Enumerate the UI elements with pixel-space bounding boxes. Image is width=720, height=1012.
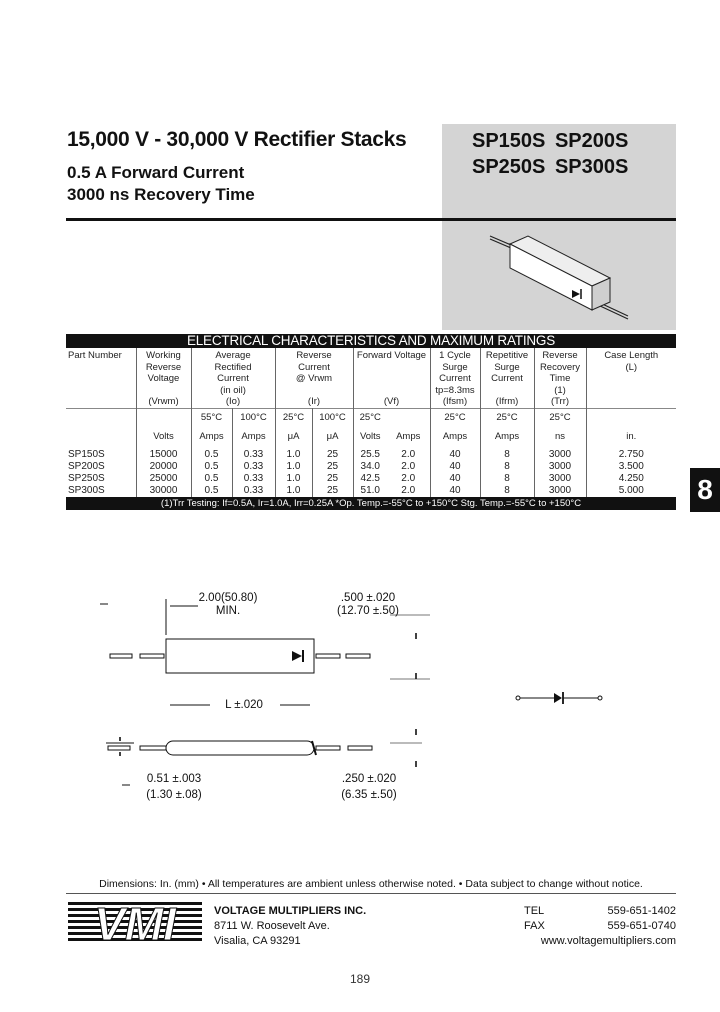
value-cell: 8 <box>480 485 534 497</box>
condition-cell <box>387 409 430 427</box>
company-block <box>214 904 366 949</box>
condition-cell: 25°C <box>430 409 480 427</box>
value-cell: 15000 <box>136 449 191 461</box>
col-surge-current <box>430 348 480 409</box>
height-label: .500 ±.020 <box>340 592 396 604</box>
value-cell: 2.0 <box>387 473 430 485</box>
unit-cell: Amps <box>480 426 534 449</box>
table-row <box>66 449 676 461</box>
part-numbers-line-2: SP250S SP300S <box>472 156 629 178</box>
hdr-symbol: (Ifrm) <box>495 396 519 407</box>
table-row <box>66 461 676 473</box>
condition-cell <box>66 409 136 427</box>
hdr-line: tp=8.3ms <box>435 384 475 396</box>
hdr-line: Current <box>491 373 523 384</box>
value-cell: 0.5 <box>191 485 232 497</box>
value-cell: 2.0 <box>387 461 430 473</box>
value-cell: 4.250 <box>618 473 644 484</box>
value-cell: 25 <box>312 485 353 497</box>
value-cell: 0.33 <box>232 485 275 497</box>
condition-cell: 25°C <box>275 409 312 427</box>
value-cell: 51.0 <box>360 485 380 496</box>
hdr-symbol: (Ifsm) <box>442 396 468 407</box>
value-cell: 30000 <box>136 485 191 497</box>
value-cell: 0.33 <box>232 449 275 461</box>
value-cell: 2.0 <box>387 449 430 461</box>
hdr-line: Current <box>298 361 330 373</box>
hdr-line: Surge <box>442 361 468 373</box>
body-length-label: L ±.020 <box>225 699 263 711</box>
schematic-diode-icon <box>514 688 606 708</box>
value-cell: 0.5 <box>191 449 232 461</box>
value-cell: 40 <box>430 461 480 473</box>
value-cell: 0.33 <box>232 461 275 473</box>
value-cell: 1.0 <box>275 473 312 485</box>
hdr-line <box>481 385 534 397</box>
value-cell: 0.33 <box>232 473 275 485</box>
table-title: ELECTRICAL CHARACTERISTICS AND MAXIMUM RATINGS <box>66 334 676 348</box>
value-cell: 25 <box>312 461 353 473</box>
hdr-line: @ Vrwm <box>295 373 333 384</box>
value-cell: 34.0 <box>360 461 380 472</box>
ratings-grid <box>66 348 676 497</box>
value-cell: 5.000 <box>618 485 644 496</box>
unit-cell: Amps <box>430 426 480 449</box>
product-illustration <box>488 230 634 324</box>
unit-cell: Volts <box>359 431 381 442</box>
hdr-line: Repetitive <box>485 350 529 361</box>
unit-cell: ns <box>534 426 586 449</box>
footer-rule <box>66 893 676 894</box>
value-cell: 25 <box>312 473 353 485</box>
unit-cell: Volts <box>136 426 191 449</box>
value-cell: 8 <box>480 461 534 473</box>
hdr-line: Working <box>146 350 181 361</box>
value-cell: 2.750 <box>618 449 644 460</box>
hdr-line: (in oil) <box>220 384 246 396</box>
lead-length-note: MIN. <box>215 605 241 617</box>
header-row <box>66 348 676 409</box>
thickness-metric-label: (6.35 ±.50) <box>341 789 397 801</box>
table-footnote: (1)Trr Testing: If=0.5A, Ir=1.0A, Irr=0.25A *Op. Temp.=-55°C to +150°C Stg. Temp.=-55°C to +150°C <box>66 497 676 510</box>
tel-label: TEL <box>524 905 545 917</box>
value-cell: 40 <box>430 449 480 461</box>
hdr-line: Case Length <box>604 350 659 361</box>
value-cell: 2.0 <box>387 485 430 497</box>
lead-diameter-label: 0.51 ±.003 <box>146 773 202 785</box>
value-cell: 3.500 <box>618 461 644 472</box>
header-rule <box>66 218 676 221</box>
hdr-line: Reverse <box>296 350 332 361</box>
units-row <box>66 426 676 449</box>
hdr-line: Time <box>549 373 571 384</box>
hdr-line: Rectified <box>214 361 252 373</box>
unit-cell: μA <box>275 426 312 449</box>
hdr-symbol: (Trr) <box>550 396 570 407</box>
part-cell: SP200S <box>66 461 136 473</box>
value-cell: 1.0 <box>275 485 312 497</box>
unit-cell: Amps <box>232 426 275 449</box>
unit-cell: Amps <box>387 426 430 449</box>
value-cell: 3000 <box>534 485 586 497</box>
fax-label: FAX <box>524 920 545 932</box>
lead-length-label: 2.00(50.80) <box>198 592 258 604</box>
value-cell: 42.5 <box>360 473 380 484</box>
unit-cell: Amps <box>191 426 232 449</box>
value-cell: 3000 <box>534 461 586 473</box>
hdr-line: Current <box>217 373 249 384</box>
ratings-table <box>66 334 676 510</box>
subtitle-recovery-time: 3000 ns Recovery Time <box>67 185 255 204</box>
part-cell: SP250S <box>66 473 136 485</box>
hdr-line: (1) <box>554 384 566 396</box>
value-cell: 25000 <box>136 473 191 485</box>
condition-cell: 100°C <box>312 409 353 427</box>
col-reverse-recovery-time <box>534 348 586 409</box>
condition-cell <box>136 409 191 427</box>
hdr-line: Forward Voltage <box>356 350 427 361</box>
value-cell: 0.5 <box>191 461 232 473</box>
thickness-label: .250 ±.020 <box>341 773 397 785</box>
value-cell: 40 <box>430 485 480 497</box>
hdr-line: Current <box>439 373 471 384</box>
hdr-line: Voltage <box>147 373 180 384</box>
page-number: 189 <box>349 972 371 986</box>
value-cell: 0.5 <box>191 473 232 485</box>
company-name: VOLTAGE MULTIPLIERS INC. <box>214 905 367 917</box>
condition-cell <box>586 409 676 427</box>
logo-text: VMI <box>94 900 176 946</box>
col-reverse-current <box>275 348 353 409</box>
fax-number: 559-651-0740 <box>607 920 676 932</box>
condition-cell: 25°C <box>534 409 586 427</box>
col-part-number <box>66 348 136 409</box>
value-cell: 25.5 <box>360 449 380 460</box>
col-average-rectified-current <box>191 348 275 409</box>
unit-cell <box>66 426 136 449</box>
hdr-line <box>276 385 353 397</box>
hdr-spacer <box>354 362 430 397</box>
vmi-logo <box>68 900 202 946</box>
dimension-note: Dimensions: In. (mm) • All temperatures are ambient unless otherwise noted. • Data subject to change without notice. <box>99 878 643 890</box>
value-cell: 3000 <box>534 473 586 485</box>
hdr-line <box>137 385 191 397</box>
condition-cell: 25°C <box>480 409 534 427</box>
table-row <box>66 473 676 485</box>
address-line-2: Visalia, CA 93291 <box>214 935 301 947</box>
hdr-symbol: (Io) <box>225 396 241 407</box>
hdr-line: Recovery <box>539 361 581 373</box>
col-working-reverse-voltage <box>136 348 191 409</box>
hdr-symbol: (Vrwm) <box>148 396 179 407</box>
col-forward-voltage <box>353 348 430 409</box>
col-case-length <box>586 348 676 409</box>
hdr-line: Average <box>215 350 251 361</box>
value-cell: 8 <box>480 473 534 485</box>
hdr-symbol: (Ir) <box>307 396 321 407</box>
condition-cell: 25°C <box>353 409 387 427</box>
hdr-line: Reverse <box>145 361 182 373</box>
unit-cell: in. <box>626 431 637 442</box>
conditions-row <box>66 409 676 427</box>
tel-row <box>524 904 676 919</box>
col-part-number-label: Part Number <box>68 350 122 361</box>
unit-cell: μA <box>312 426 353 449</box>
table-row <box>66 485 676 497</box>
condition-cell: 100°C <box>232 409 275 427</box>
part-cell: SP300S <box>66 485 136 497</box>
value-cell: 1.0 <box>275 449 312 461</box>
value-cell: 25 <box>312 449 353 461</box>
fax-row <box>524 919 676 934</box>
value-cell: 20000 <box>136 461 191 473</box>
part-numbers-line-1: SP150S SP200S <box>472 130 629 152</box>
hdr-line: Reverse <box>542 350 578 361</box>
page-title: 15,000 V - 30,000 V Rectifier Stacks <box>67 128 407 151</box>
section-tab: 8 <box>690 468 720 512</box>
hdr-line: Surge <box>494 361 520 373</box>
value-cell: 40 <box>430 473 480 485</box>
tel-number: 559-651-1402 <box>607 905 676 917</box>
lead-diameter-metric-label: (1.30 ±.08) <box>146 789 202 801</box>
contact-block <box>524 904 676 949</box>
website-link[interactable]: www.voltagemultipliers.com <box>540 935 676 947</box>
value-cell: 1.0 <box>275 461 312 473</box>
height-metric-label: (12.70 ±.50) <box>337 605 399 617</box>
subtitle-forward-current: 0.5 A Forward Current <box>67 163 245 182</box>
hdr-symbol: (Vf) <box>383 396 400 407</box>
part-cell: SP150S <box>66 449 136 461</box>
hdr-line: 1 Cycle <box>439 350 471 361</box>
condition-cell: 55°C <box>191 409 232 427</box>
col-repetitive-surge-current <box>480 348 534 409</box>
address-line-1: 8711 W. Roosevelt Ave. <box>214 920 330 932</box>
hdr-symbol: (L) <box>625 361 638 373</box>
value-cell: 3000 <box>534 449 586 461</box>
value-cell: 8 <box>480 449 534 461</box>
